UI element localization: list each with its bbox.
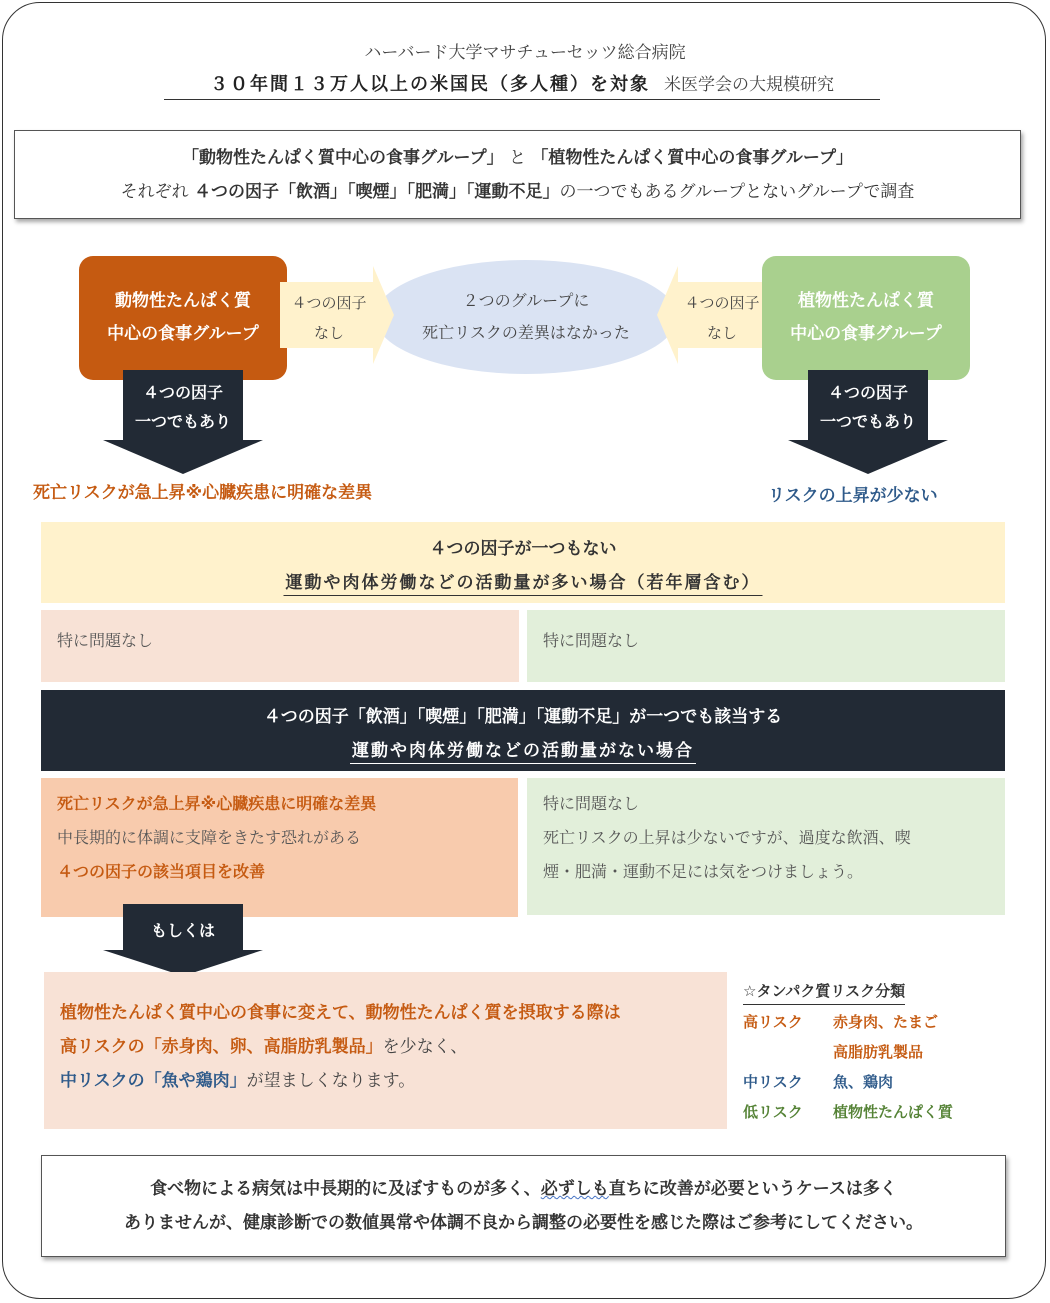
footer-line1-pre: 食べ物による病気は中長期的に及ぼすものが多く、 xyxy=(150,1179,541,1199)
band-no-factors-line1: ４つの因子が一つもない xyxy=(429,539,617,559)
arrow-none-right-line2: なし xyxy=(706,324,737,342)
cell-any-animal-line3: ４つの因子の該当項目を改善 xyxy=(57,862,266,881)
advice-line2-high: 高リスクの「赤身肉、卵、高脂肪乳製品」 xyxy=(60,1037,383,1057)
animal-protein-group-box xyxy=(79,256,287,380)
down-right-line1: ４つの因子 xyxy=(827,383,908,402)
cell-no-factors-plant-text: 特に問題なし xyxy=(543,631,640,650)
advice-line2 xyxy=(60,1030,711,1064)
plant-group-line2: 中心の食事グループ xyxy=(790,324,942,344)
advice-line3-post: が望ましくなります。 xyxy=(246,1071,416,1091)
cell-any-factor-animal xyxy=(41,778,518,917)
cell-any-plant-line1: 特に問題なし xyxy=(543,794,640,813)
intro-box xyxy=(14,130,1021,219)
ellipse-line1: ２つのグループに xyxy=(462,291,590,310)
band-any-factor-line2: 運動や肉体労働などの活動量がない場合 xyxy=(350,736,696,764)
down-arrow-or-label: もしくは xyxy=(150,921,215,940)
header-title-main: ３０年間１３万人以上の米国民（多人種）を対象 xyxy=(210,74,650,95)
legend-level-mid: 中リスク xyxy=(743,1073,803,1091)
intro-and: と xyxy=(509,148,526,168)
cell-no-factors-animal-text: 特に問題なし xyxy=(57,631,154,650)
result-left-text: 死亡リスクが急上昇※心臓疾患に明確な差異 xyxy=(33,483,373,503)
band-any-factor xyxy=(41,690,1005,771)
footer-line2: ありませんが、健康診断での数値異常や体調不良から調整の必要性を感じた際はご参考にしてください。 xyxy=(124,1213,923,1233)
center-result-ellipse xyxy=(375,260,677,374)
intro-plant-group: 「植物性たんぱく質中心の食事グループ」 xyxy=(531,148,854,168)
band-no-factors xyxy=(41,522,1005,603)
advice-line1: 植物性たんぱく質中心の食事に変えて、動物性たんぱく質を摂取する際は xyxy=(60,1003,621,1023)
intro-line2-pre: それぞれ xyxy=(120,182,189,202)
down-left-line2: 一つでもあり xyxy=(134,412,231,431)
arrow-none-left-label xyxy=(280,288,378,348)
cell-any-factor-plant xyxy=(527,778,1005,915)
legend-items-mid: 魚、鶏肉 xyxy=(833,1073,894,1091)
arrow-none-left-line2: なし xyxy=(313,324,344,342)
arrow-none-right-line1: ４つの因子 xyxy=(684,294,760,312)
band-any-factor-line1: ４つの因子「飲酒」「喫煙」「肥満」「運動不足」が一つでも該当する xyxy=(263,707,783,727)
footer-line1 xyxy=(42,1172,1005,1206)
down-right-line2: 一つでもあり xyxy=(819,412,916,431)
advice-box xyxy=(44,972,727,1129)
band-no-factors-line2: 運動や肉体労働などの活動量が多い場合（若年層含む） xyxy=(284,568,763,596)
legend-items-low: 植物性たんぱく質 xyxy=(833,1103,954,1121)
down-arrow-left-label xyxy=(123,378,243,436)
footer-line1-emphasis: 必ずしも xyxy=(540,1179,609,1199)
animal-group-line2: 中心の食事グループ xyxy=(107,324,259,344)
header-title-tail: 米医学会の大規模研究 xyxy=(664,75,834,95)
cell-no-factors-animal xyxy=(41,610,519,682)
intro-animal-group: 「動物性たんぱく質中心の食事グループ」 xyxy=(181,148,504,168)
down-left-line1: ４つの因子 xyxy=(142,383,223,402)
intro-line2-post: の一つでもあるグループとないグループで調査 xyxy=(559,182,915,202)
plant-protein-group-box xyxy=(762,256,970,380)
legend-level-high: 高リスク xyxy=(743,1013,803,1031)
legend-title: ☆タンパク質リスク分類 xyxy=(743,978,905,1005)
legend-row-high-2 xyxy=(743,1037,1003,1067)
legend-level-high-2 xyxy=(743,1037,833,1067)
legend-level-low: 低リスク xyxy=(743,1103,803,1121)
footer-note-box xyxy=(41,1155,1006,1257)
result-right-text: リスクの上昇が少ない xyxy=(768,486,938,506)
animal-group-line1: 動物性たんぱく質 xyxy=(115,291,251,311)
arrow-none-right-label xyxy=(673,288,771,348)
legend-items-high: 赤身肉、たまご xyxy=(833,1013,939,1031)
legend-row-high xyxy=(743,1007,1003,1037)
legend-row-low xyxy=(743,1097,1003,1127)
arrow-none-left-line1: ４つの因子 xyxy=(291,294,367,312)
cell-no-factors-plant xyxy=(527,610,1005,682)
protein-risk-legend xyxy=(743,978,1003,1127)
cell-any-plant-line3: 煙・肥満・運動不足には気をつけましょう。 xyxy=(543,862,864,881)
ellipse-line2: 死亡リスクの差異はなかった xyxy=(422,323,630,342)
intro-line2 xyxy=(15,175,1020,209)
intro-line2-factors: ４つの因子「飲酒」「喫煙」「肥満」「運動不足」 xyxy=(194,182,560,202)
legend-items-high-2: 高脂肪乳製品 xyxy=(833,1043,924,1061)
plant-group-line1: 植物性たんぱく質 xyxy=(798,291,934,311)
legend-row-mid xyxy=(743,1067,1003,1097)
down-arrow-right-label xyxy=(808,378,928,436)
advice-line3 xyxy=(60,1064,711,1098)
cell-any-animal-line2: 中長期的に体調に支障をきたす恐れがある xyxy=(57,828,362,847)
intro-line1 xyxy=(15,141,1020,175)
header-subtitle: ハーバード大学マサチューセッツ総合病院 xyxy=(364,43,686,63)
cell-any-animal-line1: 死亡リスクが急上昇※心臓疾患に明確な差異 xyxy=(57,794,377,813)
footer-line1-post: 直ちに改善が必要というケースは多く xyxy=(608,1179,897,1199)
cell-any-plant-line2: 死亡リスクの上昇は少ないですが、過度な飲酒、喫 xyxy=(543,828,911,847)
header-title xyxy=(164,70,880,100)
advice-line3-mid: 中リスクの「魚や鶏肉」 xyxy=(60,1071,247,1091)
advice-line2-post: を少なく、 xyxy=(382,1037,468,1057)
